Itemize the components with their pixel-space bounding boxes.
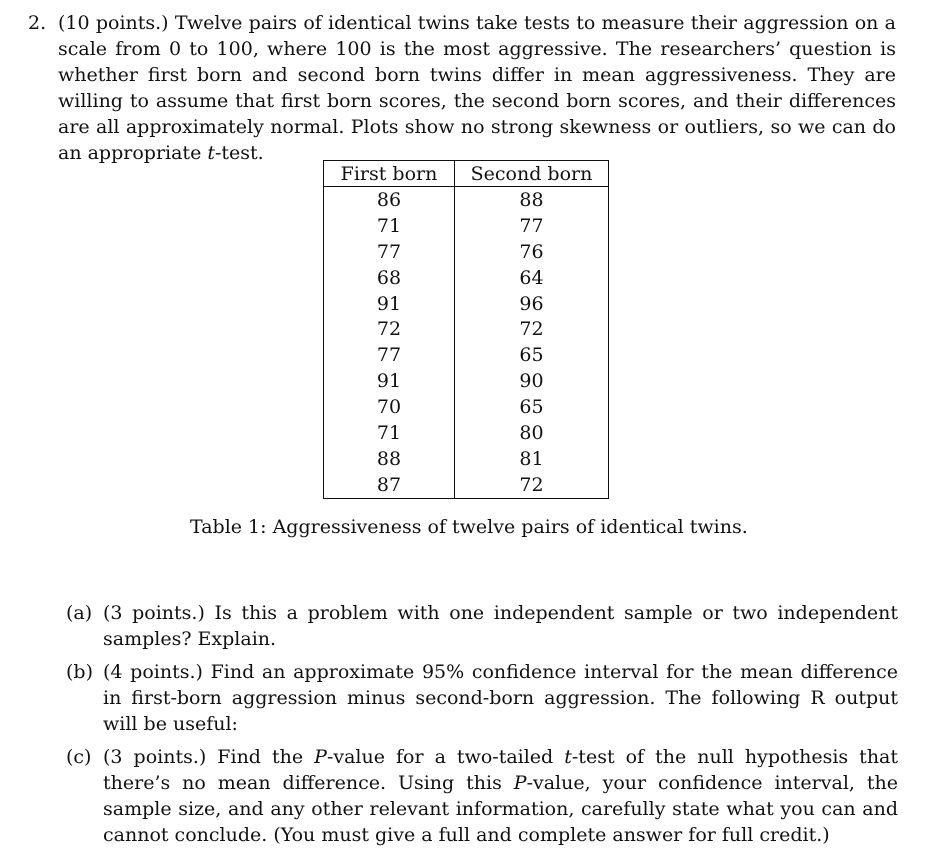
cell-first-born: 88 xyxy=(324,446,455,472)
cell-first-born: 86 xyxy=(324,187,455,213)
part-c-label: (c) xyxy=(66,746,92,768)
part-c xyxy=(66,744,898,848)
part-b-label: (b) xyxy=(66,661,93,683)
cell-second-born: 96 xyxy=(455,291,609,317)
cell-second-born: 81 xyxy=(455,446,609,472)
problem-header xyxy=(28,10,908,166)
part-a-text: (3 points.) Is this a problem with one independent sample or two independent samples? Explain. xyxy=(103,602,898,650)
part-b-text: (4 points.) Find an approximate 95% confidence interval for the mean difference in first-born aggression minus second-born aggression. The following R output will be useful: xyxy=(103,661,898,735)
cell-second-born: 72 xyxy=(455,316,609,342)
table-row xyxy=(324,291,609,317)
cell-first-born: 71 xyxy=(324,420,455,446)
cell-second-born: 72 xyxy=(455,472,609,498)
table-row xyxy=(324,239,609,265)
problem-2 xyxy=(28,10,908,166)
table-row xyxy=(324,265,609,291)
cell-first-born: 72 xyxy=(324,316,455,342)
table-row xyxy=(324,420,609,446)
cell-first-born: 87 xyxy=(324,472,455,498)
twins-table-container xyxy=(323,160,609,499)
part-a xyxy=(66,600,898,652)
cell-second-born: 65 xyxy=(455,394,609,420)
cell-first-born: 91 xyxy=(324,368,455,394)
cell-second-born: 76 xyxy=(455,239,609,265)
table-row xyxy=(324,472,609,498)
cell-first-born: 77 xyxy=(324,342,455,368)
cell-second-born: 80 xyxy=(455,420,609,446)
table-row xyxy=(324,368,609,394)
table-row xyxy=(324,342,609,368)
cell-first-born: 68 xyxy=(324,265,455,291)
cell-first-born: 71 xyxy=(324,213,455,239)
cell-second-born: 65 xyxy=(455,342,609,368)
table-caption: Table 1: Aggressiveness of twelve pairs of identical twins. xyxy=(190,516,748,538)
cell-first-born: 91 xyxy=(324,291,455,317)
table-row xyxy=(324,316,609,342)
table-row xyxy=(324,187,609,213)
twins-table xyxy=(323,160,609,499)
problem-statement: (10 points.) Twelve pairs of identical twins take tests to measure their aggression on a scale from 0 to 100, where 100 is the most aggressive. The researchers’ question is whether first born and second born twins differ in mean aggressiveness. They are willing to assume that first born scores, the second born scores, and their differences are all approximately normal. Plots show no strong skewness or outliers, so we can do an appropriate t-test. xyxy=(58,12,896,164)
part-a-label: (a) xyxy=(66,602,93,624)
cell-second-born: 77 xyxy=(455,213,609,239)
table-header-row xyxy=(324,161,609,187)
table-row xyxy=(324,446,609,472)
cell-second-born: 64 xyxy=(455,265,609,291)
header-second-born: Second born xyxy=(455,161,609,187)
part-b xyxy=(66,659,898,737)
cell-second-born: 88 xyxy=(455,187,609,213)
table-body xyxy=(324,187,609,499)
part-c-text: (3 points.) Find the P-value for a two-tailed t-test of the null hypothesis that there’s no mean difference. Using this P-value, your confidence interval, the sample size, and any other relevant information, carefully state what you can and cannot conclude. (You must give a full and complete answer for full credit.) xyxy=(103,746,899,846)
sub-questions xyxy=(66,600,898,855)
table-row xyxy=(324,394,609,420)
table-row xyxy=(324,213,609,239)
cell-first-born: 77 xyxy=(324,239,455,265)
problem-number: 2. xyxy=(28,12,47,34)
header-first-born: First born xyxy=(324,161,455,187)
cell-first-born: 70 xyxy=(324,394,455,420)
cell-second-born: 90 xyxy=(455,368,609,394)
